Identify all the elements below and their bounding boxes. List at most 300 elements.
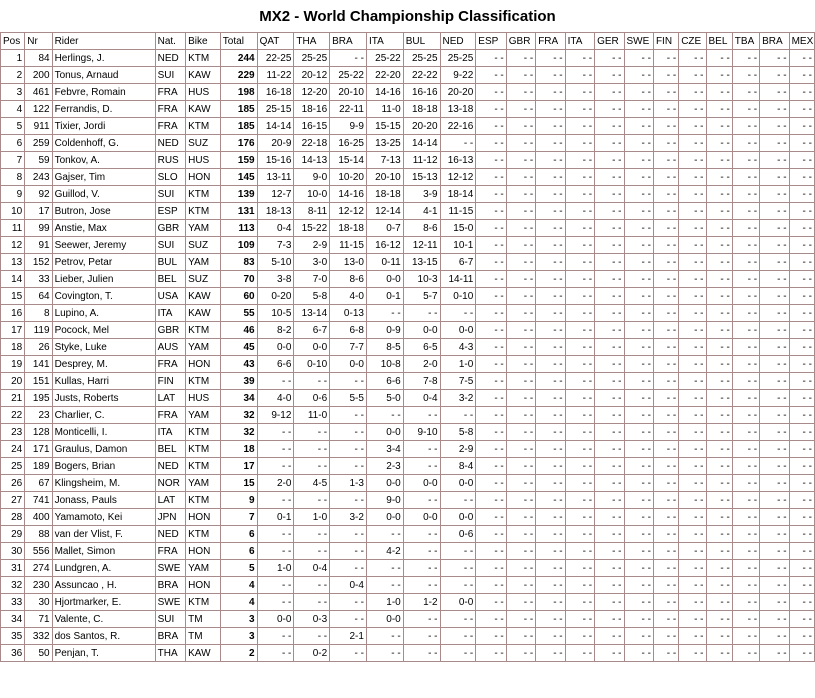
race-score-cell: 16-12 (367, 237, 404, 254)
race-score-cell: - - (707, 84, 733, 101)
race-score-cell: - - (330, 458, 367, 475)
race-score-cell: - - (790, 101, 815, 118)
race-score-cell: 0-10 (441, 288, 477, 305)
race-score-cell: - - (790, 628, 815, 645)
rider-cell: Assuncao , H. (53, 577, 156, 594)
nat-cell: THA (156, 645, 186, 662)
nr-cell: 274 (25, 560, 52, 577)
header-race: TBA (733, 32, 760, 50)
race-score-cell: - - (733, 169, 760, 186)
race-score-cell: - - (625, 407, 654, 424)
rider-cell: Kullas, Harri (53, 373, 156, 390)
rider-cell: Mallet, Simon (53, 543, 156, 560)
race-score-cell: - - (476, 152, 506, 169)
race-score-cell: - - (536, 271, 565, 288)
race-score-cell: - - (258, 492, 295, 509)
table-row (0, 645, 815, 662)
total-cell: 131 (221, 203, 258, 220)
nr-cell: 50 (25, 645, 52, 662)
race-score-cell: - - (625, 118, 654, 135)
bike-cell: HUS (186, 152, 221, 169)
nat-cell: ITA (156, 424, 186, 441)
race-score-cell: 4-2 (367, 543, 404, 560)
race-score-cell: - - (566, 254, 595, 271)
bike-cell: KTM (186, 594, 221, 611)
race-score-cell: - - (707, 186, 733, 203)
race-score-cell: - - (536, 611, 565, 628)
race-score-cell: - - (790, 118, 815, 135)
race-score-cell: 18-18 (404, 101, 441, 118)
race-score-cell: - - (679, 339, 706, 356)
race-score-cell: - - (536, 152, 565, 169)
race-score-cell: - - (536, 67, 565, 84)
race-score-cell: - - (654, 407, 679, 424)
race-score-cell: - - (536, 339, 565, 356)
race-score-cell: - - (294, 373, 330, 390)
race-score-cell: - - (507, 645, 536, 662)
race-score-cell: - - (654, 152, 679, 169)
race-score-cell: - - (679, 288, 706, 305)
race-score-cell: - - (507, 526, 536, 543)
race-score-cell: - - (790, 50, 815, 67)
pos-cell: 5 (0, 118, 25, 135)
race-score-cell: - - (330, 492, 367, 509)
race-score-cell: 11-12 (404, 152, 441, 169)
race-score-cell: - - (625, 577, 654, 594)
race-score-cell: 16-25 (330, 135, 367, 152)
race-score-cell: - - (625, 441, 654, 458)
race-score-cell: - - (625, 220, 654, 237)
bike-cell: KTM (186, 118, 221, 135)
nat-cell: FRA (156, 118, 186, 135)
race-score-cell: - - (760, 305, 789, 322)
race-score-cell: - - (507, 373, 536, 390)
race-score-cell: - - (790, 543, 815, 560)
race-score-cell: - - (507, 628, 536, 645)
nat-cell: FRA (156, 101, 186, 118)
total-cell: 198 (221, 84, 258, 101)
race-score-cell: - - (566, 339, 595, 356)
header-race: CZE (679, 32, 706, 50)
race-score-cell: - - (507, 424, 536, 441)
race-score-cell: - - (566, 220, 595, 237)
bike-cell: HUS (186, 84, 221, 101)
race-score-cell: - - (595, 475, 624, 492)
race-score-cell: - - (507, 288, 536, 305)
rider-cell: Graulus, Damon (53, 441, 156, 458)
race-score-cell: - - (679, 322, 706, 339)
race-score-cell: - - (476, 492, 506, 509)
nat-cell: SUI (156, 67, 186, 84)
race-score-cell: - - (790, 84, 815, 101)
race-score-cell: - - (536, 135, 565, 152)
nat-cell: JPN (156, 509, 186, 526)
page-title: MX2 - World Championship Classification (259, 8, 556, 25)
race-score-cell: - - (294, 458, 330, 475)
race-score-cell: 12-14 (367, 203, 404, 220)
race-score-cell: - - (625, 543, 654, 560)
race-score-cell: - - (404, 526, 441, 543)
race-score-cell: - - (595, 220, 624, 237)
race-score-cell: 18-16 (294, 101, 330, 118)
race-score-cell: - - (476, 186, 506, 203)
classification-table (0, 32, 815, 662)
total-cell: 55 (221, 305, 258, 322)
nr-cell: 128 (25, 424, 52, 441)
pos-cell: 21 (0, 390, 25, 407)
race-score-cell: - - (258, 628, 295, 645)
race-score-cell: - - (790, 509, 815, 526)
nat-cell: GBR (156, 322, 186, 339)
nr-cell: 17 (25, 203, 52, 220)
race-score-cell: - - (760, 322, 789, 339)
race-score-cell: - - (595, 543, 624, 560)
race-score-cell: - - (707, 67, 733, 84)
race-score-cell: - - (595, 373, 624, 390)
race-score-cell: - - (707, 135, 733, 152)
race-score-cell: - - (707, 373, 733, 390)
nr-cell: 151 (25, 373, 52, 390)
nr-cell: 119 (25, 322, 52, 339)
race-score-cell: - - (536, 101, 565, 118)
race-score-cell: - - (404, 645, 441, 662)
nr-cell: 200 (25, 67, 52, 84)
race-score-cell: 10-1 (441, 237, 477, 254)
race-score-cell: - - (441, 611, 477, 628)
total-cell: 6 (221, 543, 258, 560)
race-score-cell: - - (507, 152, 536, 169)
race-score-cell: - - (566, 577, 595, 594)
nr-cell: 461 (25, 84, 52, 101)
pos-cell: 26 (0, 475, 25, 492)
race-score-cell: - - (679, 356, 706, 373)
race-score-cell: - - (536, 543, 565, 560)
total-cell: 176 (221, 135, 258, 152)
race-score-cell: - - (367, 407, 404, 424)
race-score-cell: - - (536, 645, 565, 662)
race-score-cell: - - (294, 441, 330, 458)
race-score-cell: - - (625, 135, 654, 152)
race-score-cell: - - (733, 492, 760, 509)
race-score-cell: 18-18 (367, 186, 404, 203)
race-score-cell: - - (330, 50, 367, 67)
race-score-cell: - - (707, 611, 733, 628)
race-score-cell: 3-9 (404, 186, 441, 203)
race-score-cell: - - (507, 322, 536, 339)
race-score-cell: - - (679, 84, 706, 101)
bike-cell: KTM (186, 50, 221, 67)
race-score-cell: - - (733, 509, 760, 526)
race-score-cell: 0-0 (367, 424, 404, 441)
total-cell: 6 (221, 526, 258, 543)
nr-cell: 33 (25, 271, 52, 288)
bike-cell: SUZ (186, 271, 221, 288)
nr-cell: 71 (25, 611, 52, 628)
bike-cell: HON (186, 577, 221, 594)
race-score-cell: 16-16 (404, 84, 441, 101)
race-score-cell: - - (476, 322, 506, 339)
race-score-cell: 0-6 (441, 526, 477, 543)
race-score-cell: - - (566, 237, 595, 254)
race-score-cell: - - (790, 560, 815, 577)
race-score-cell: - - (566, 424, 595, 441)
race-score-cell: - - (790, 373, 815, 390)
race-score-cell: - - (790, 305, 815, 322)
nat-cell: RUS (156, 152, 186, 169)
nat-cell: FIN (156, 373, 186, 390)
pos-cell: 16 (0, 305, 25, 322)
race-score-cell: - - (625, 390, 654, 407)
table-row (0, 135, 815, 152)
race-score-cell: - - (790, 135, 815, 152)
table-row (0, 288, 815, 305)
race-score-cell: 9-0 (294, 169, 330, 186)
race-score-cell: - - (595, 67, 624, 84)
header-nat: Nat. (156, 32, 186, 50)
header-race: BRA (760, 32, 789, 50)
race-score-cell: - - (654, 509, 679, 526)
nat-cell: BUL (156, 254, 186, 271)
race-score-cell: 9-0 (367, 492, 404, 509)
race-score-cell: 2-9 (294, 237, 330, 254)
nr-cell: 911 (25, 118, 52, 135)
race-score-cell: - - (733, 356, 760, 373)
race-score-cell: - - (654, 560, 679, 577)
race-score-cell: - - (367, 577, 404, 594)
race-score-cell: - - (536, 509, 565, 526)
race-score-cell: 13-14 (294, 305, 330, 322)
race-score-cell: - - (595, 611, 624, 628)
race-score-cell: - - (733, 50, 760, 67)
race-score-cell: 14-14 (404, 135, 441, 152)
race-score-cell: - - (625, 560, 654, 577)
race-score-cell: - - (707, 237, 733, 254)
race-score-cell: 22-16 (441, 118, 477, 135)
total-cell: 83 (221, 254, 258, 271)
race-score-cell: - - (507, 560, 536, 577)
nr-cell: 556 (25, 543, 52, 560)
race-score-cell: - - (476, 373, 506, 390)
race-score-cell: - - (507, 169, 536, 186)
pos-cell: 12 (0, 237, 25, 254)
race-score-cell: - - (760, 118, 789, 135)
race-score-cell: - - (566, 186, 595, 203)
bike-cell: HON (186, 356, 221, 373)
race-score-cell: - - (733, 101, 760, 118)
race-score-cell: - - (679, 594, 706, 611)
header-race: QAT (258, 32, 295, 50)
race-score-cell: - - (625, 254, 654, 271)
race-score-cell: - - (507, 611, 536, 628)
race-score-cell: - - (330, 441, 367, 458)
race-score-cell: - - (654, 526, 679, 543)
race-score-cell: - - (595, 305, 624, 322)
table-row (0, 407, 815, 424)
total-cell: 60 (221, 288, 258, 305)
race-score-cell: - - (536, 560, 565, 577)
race-score-cell: - - (760, 84, 789, 101)
race-score-cell: - - (507, 356, 536, 373)
race-score-cell: 12-12 (330, 203, 367, 220)
race-score-cell: - - (294, 577, 330, 594)
race-score-cell: - - (760, 50, 789, 67)
race-score-cell: 7-3 (258, 237, 295, 254)
race-score-cell: - - (476, 560, 506, 577)
race-score-cell: - - (536, 526, 565, 543)
race-score-cell: - - (476, 101, 506, 118)
race-score-cell: - - (476, 203, 506, 220)
race-score-cell: - - (507, 475, 536, 492)
race-score-cell: 12-11 (404, 237, 441, 254)
race-score-cell: - - (760, 237, 789, 254)
race-score-cell: - - (679, 237, 706, 254)
race-score-cell: 15-22 (294, 220, 330, 237)
race-score-cell: - - (790, 645, 815, 662)
race-score-cell: - - (625, 237, 654, 254)
race-score-cell: - - (566, 203, 595, 220)
race-score-cell: - - (476, 594, 506, 611)
pos-cell: 9 (0, 186, 25, 203)
race-score-cell: - - (595, 645, 624, 662)
race-score-cell: - - (707, 220, 733, 237)
table-row (0, 373, 815, 390)
nat-cell: LAT (156, 492, 186, 509)
race-score-cell: 18-18 (330, 220, 367, 237)
race-score-cell: 0-0 (367, 271, 404, 288)
race-score-cell: 13-15 (404, 254, 441, 271)
race-score-cell: 6-6 (258, 356, 295, 373)
race-score-cell: 20-10 (367, 169, 404, 186)
nat-cell: NED (156, 526, 186, 543)
rider-cell: Valente, C. (53, 611, 156, 628)
race-score-cell: - - (654, 543, 679, 560)
race-score-cell: - - (654, 237, 679, 254)
race-score-cell: - - (654, 101, 679, 118)
pos-cell: 3 (0, 84, 25, 101)
bike-cell: HON (186, 509, 221, 526)
race-score-cell: - - (790, 288, 815, 305)
pos-cell: 29 (0, 526, 25, 543)
race-score-cell: - - (507, 203, 536, 220)
pos-cell: 6 (0, 135, 25, 152)
race-score-cell: 25-22 (330, 67, 367, 84)
race-score-cell: - - (679, 577, 706, 594)
rider-cell: Butron, Jose (53, 203, 156, 220)
race-score-cell: - - (625, 356, 654, 373)
race-score-cell: - - (760, 560, 789, 577)
table-row (0, 101, 815, 118)
race-score-cell: - - (595, 560, 624, 577)
bike-cell: HON (186, 169, 221, 186)
race-score-cell: 6-7 (441, 254, 477, 271)
header-race: FRA (536, 32, 565, 50)
race-score-cell: - - (476, 84, 506, 101)
race-score-cell: - - (654, 594, 679, 611)
nat-cell: NED (156, 50, 186, 67)
race-score-cell: 1-0 (441, 356, 477, 373)
race-score-cell: 0-0 (441, 475, 477, 492)
race-score-cell: - - (790, 577, 815, 594)
race-score-cell: 7-8 (404, 373, 441, 390)
race-score-cell: - - (566, 407, 595, 424)
race-score-cell: 0-9 (367, 322, 404, 339)
race-score-cell: 14-16 (367, 84, 404, 101)
race-score-cell: - - (654, 492, 679, 509)
race-score-cell: - - (566, 645, 595, 662)
race-score-cell: - - (507, 237, 536, 254)
rider-cell: Lieber, Julien (53, 271, 156, 288)
race-score-cell: - - (476, 475, 506, 492)
race-score-cell: - - (441, 543, 477, 560)
race-score-cell: - - (625, 526, 654, 543)
race-score-cell: - - (654, 288, 679, 305)
race-score-cell: 3-4 (367, 441, 404, 458)
race-score-cell: - - (733, 645, 760, 662)
table-row (0, 84, 815, 101)
race-score-cell: 6-5 (404, 339, 441, 356)
bike-cell: TM (186, 611, 221, 628)
nat-cell: ESP (156, 203, 186, 220)
race-score-cell: - - (679, 186, 706, 203)
header-race: MEX (790, 32, 815, 50)
race-score-cell: - - (476, 390, 506, 407)
race-score-cell: 25-25 (404, 50, 441, 67)
race-score-cell: - - (507, 50, 536, 67)
race-score-cell: - - (733, 237, 760, 254)
race-score-cell: 5-0 (367, 390, 404, 407)
race-score-cell: - - (476, 526, 506, 543)
race-score-cell: - - (760, 135, 789, 152)
bike-cell: HUS (186, 390, 221, 407)
table-row (0, 628, 815, 645)
race-score-cell: - - (566, 594, 595, 611)
nr-cell: 332 (25, 628, 52, 645)
race-score-cell: 2-0 (258, 475, 295, 492)
race-score-cell: 0-1 (367, 288, 404, 305)
race-score-cell: - - (566, 441, 595, 458)
race-score-cell: 15-13 (404, 169, 441, 186)
race-score-cell: 25-15 (258, 101, 295, 118)
race-score-cell: - - (625, 288, 654, 305)
race-score-cell: 0-4 (294, 560, 330, 577)
race-score-cell: 18-14 (441, 186, 477, 203)
race-score-cell: 0-0 (367, 611, 404, 628)
total-cell: 9 (221, 492, 258, 509)
header-total: Total (221, 32, 258, 50)
header-race: ITA (367, 32, 404, 50)
race-score-cell: 2-1 (330, 628, 367, 645)
bike-cell: KTM (186, 458, 221, 475)
race-score-cell: 0-0 (330, 356, 367, 373)
race-score-cell: - - (707, 407, 733, 424)
race-score-cell: - - (654, 67, 679, 84)
total-cell: 7 (221, 509, 258, 526)
race-score-cell: 22-18 (294, 135, 330, 152)
race-score-cell: - - (536, 118, 565, 135)
race-score-cell: - - (595, 577, 624, 594)
race-score-cell: - - (566, 526, 595, 543)
race-score-cell: - - (625, 424, 654, 441)
pos-cell: 15 (0, 288, 25, 305)
race-score-cell: 6-6 (367, 373, 404, 390)
race-score-cell: - - (367, 645, 404, 662)
race-score-cell: 15-15 (367, 118, 404, 135)
race-score-cell: 1-0 (258, 560, 295, 577)
rider-cell: Bogers, Brian (53, 458, 156, 475)
race-score-cell: - - (258, 594, 295, 611)
race-score-cell: - - (404, 441, 441, 458)
race-score-cell: - - (476, 543, 506, 560)
